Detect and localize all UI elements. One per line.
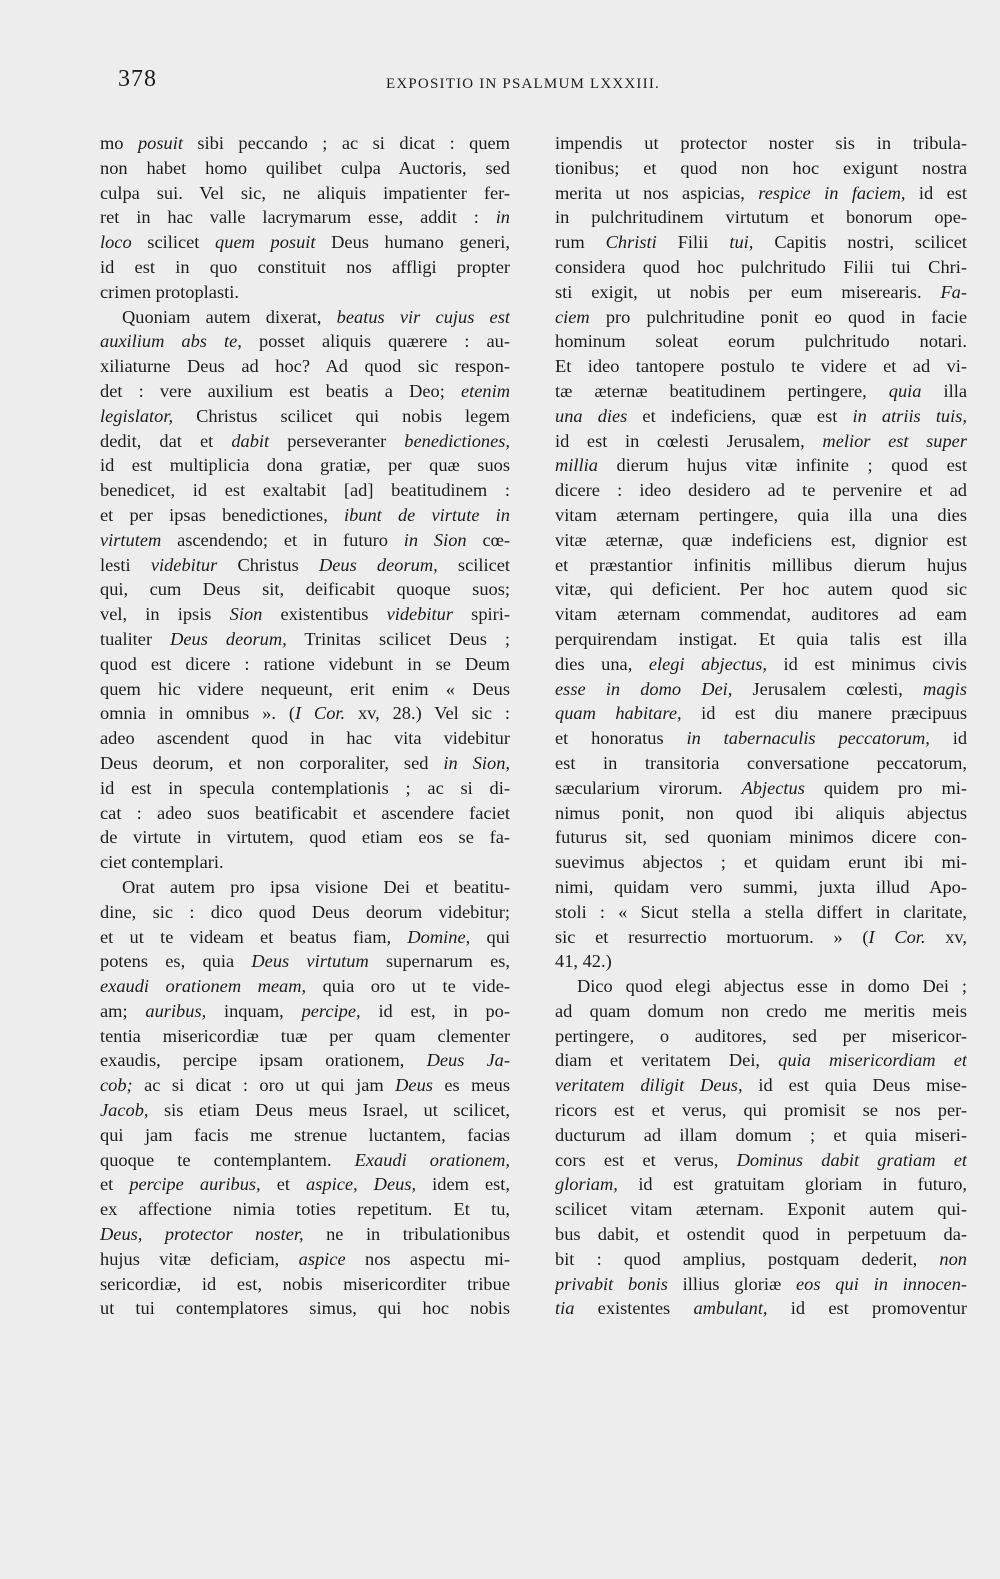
text-line: auxilium abs te, posset aliquis quærere : au- — [100, 331, 510, 352]
text-line: tualiter Deus deorum, Trinitas scilicet Deus ; — [100, 628, 510, 649]
text-line: et per ipsas benedictiones, ibunt de virtute in — [100, 504, 510, 525]
text-line: ex affectione nimia toties repetitum. Et tu, — [100, 1199, 510, 1220]
text-line: lesti videbitur Christus Deus deorum, scilicet — [100, 554, 510, 575]
text-line: culpa sui. Vel sic, ne aliquis impatienter fer- — [100, 182, 510, 203]
text-line: exaudi orationem meam, quia oro ut te vide- — [100, 976, 510, 997]
text-line: vel, in ipsis Sion existentibus videbitur spiri- — [100, 604, 510, 625]
text-line: nimus ponit, non quod ibi aliquis abjectus — [555, 802, 967, 823]
text-line: ciem pro pulchritudine ponit eo quod in facie — [555, 306, 967, 327]
text-line: et ut te videam et beatus fiam, Domine, qui — [100, 926, 510, 947]
text-line: id est in cœlesti Jerusalem, melior est super — [555, 430, 967, 451]
text-line: pertingere, o auditores, sed per misericor- — [555, 1025, 967, 1046]
text-line: id est in specula contemplationis ; ac si di- — [100, 777, 510, 798]
text-line: dedit, dat et dabit perseveranter benedictiones, — [100, 430, 510, 451]
text-line: una dies et indeficiens, quæ est in atriis tuis, — [555, 405, 967, 426]
text-line: sic et resurrectio mortuorum. » (I Cor. xv, — [555, 926, 967, 947]
text-line: stoli : « Sicut stella a stella differt in claritate, — [555, 901, 967, 922]
right-text-column — [555, 131, 967, 1321]
text-line: dine, sic : dico quod Deus deorum videbitur; — [100, 901, 510, 922]
text-line: cob; ac si dicat : oro ut qui jam Deus es meus — [100, 1075, 510, 1096]
text-line: Jacob, sis etiam Deus meus Israel, ut scilicet, — [100, 1100, 510, 1121]
text-line: veritatem diligit Deus, id est quia Deus mise- — [555, 1075, 967, 1096]
text-line: xiliaturne Deus ad hoc? Ad quod sic respon- — [100, 356, 510, 377]
page-number: 378 — [118, 66, 157, 92]
text-line: de virtute in virtutem, quod etiam eos se fa- — [100, 827, 510, 848]
text-line: bit : quod amplius, postquam dederit, non — [555, 1248, 967, 1269]
text-line: Et ideo tantopere postulo te videre et ad vi- — [555, 356, 967, 377]
text-line: tionibus; et quod non hoc exigunt nostra — [555, 157, 967, 178]
text-line: esse in domo Dei, Jerusalem cœlesti, magis — [555, 678, 967, 699]
text-line: cors est et verus, Dominus dabit gratiam et — [555, 1149, 967, 1170]
text-line: tæ æternæ beatitudinem pertingere, quia illa — [555, 380, 967, 401]
text-line: ut tui contemplatores simus, qui hoc nobis — [100, 1298, 510, 1319]
text-line: ciet contemplari. — [100, 852, 224, 873]
text-line: diam et veritatem Dei, quia misericordiam et — [555, 1050, 967, 1071]
text-line: ricors est et verus, qui promisit se nos per- — [555, 1100, 967, 1121]
text-line: privabit bonis illius gloriæ eos qui in innocen- — [555, 1273, 967, 1294]
text-line: qui jam facis me strenue luctantem, facias — [100, 1124, 510, 1145]
text-line: sti exigit, ut nobis per eum miserearis. Fa- — [555, 281, 967, 302]
text-line: vitæ, qui deficient. Per hoc autem quod sic — [555, 579, 967, 600]
text-line: Dico quod elegi abjectus esse in domo Dei ; — [577, 976, 967, 997]
text-line: loco scilicet quem posuit Deus humano generi, — [100, 232, 510, 253]
text-line: non habet homo quilibet culpa Auctoris, sed — [100, 157, 510, 178]
text-line: vitæ æternæ, quæ indeficiens est, dignior est — [555, 529, 967, 550]
text-line: gloriam, id est gratuitam gloriam in futuro, — [555, 1174, 967, 1195]
text-line: hominum soleat eorum pulchritudo notari. — [555, 331, 967, 352]
text-line: id est in quo constituit nos affligi propter — [100, 256, 510, 277]
text-line: am; auribus, inquam, percipe, id est, in po- — [100, 1000, 510, 1021]
text-line: millia dierum hujus vitæ infinite ; quod est — [555, 455, 967, 476]
text-line: ret in hac valle lacrymarum esse, addit : in — [100, 207, 510, 228]
text-line: est in transitoria conversatione peccatorum, — [555, 752, 967, 773]
text-line: considera quod hoc pulchritudo Filii tui Chri- — [555, 256, 967, 277]
text-line: perquirendam instigat. Et quia talis est illa — [555, 628, 967, 649]
text-line: et percipe auribus, et aspice, Deus, idem est, — [100, 1174, 510, 1195]
text-line: quod est dicere : ratione videbunt in se Deum — [100, 653, 510, 674]
text-line: sæcularium virorum. Abjectus quidem pro mi- — [555, 777, 967, 798]
text-line: suevimus abjectos ; et quidam erunt ibi mi- — [555, 852, 967, 873]
text-line: rum Christi Filii tui, Capitis nostri, scilicet — [555, 232, 967, 253]
text-line: scilicet vitam æternam. Exponit autem qui- — [555, 1199, 967, 1220]
text-line: qui, cum Deus sit, deificabit quoque suos; — [100, 579, 510, 600]
text-line: nimi, quidam vero summi, juxta illud Apo- — [555, 876, 967, 897]
text-line: 41, 42.) — [555, 951, 612, 972]
text-line: in pulchritudinem virtutum et bonorum ope- — [555, 207, 967, 228]
text-line: cat : adeo suos beatificabit et ascendere faciet — [100, 802, 510, 823]
text-line: merita ut nos aspicias, respice in faciem, id est — [555, 182, 967, 203]
text-line: hujus vitæ deficiam, aspice nos aspectu mi- — [100, 1248, 510, 1269]
text-line: tia existentes ambulant, id est promoventur — [555, 1298, 967, 1319]
text-line: vitam æternam commendat, auditores ad eam — [555, 604, 967, 625]
text-line: Deus deorum, et non corporaliter, sed in Sion, — [100, 752, 510, 773]
text-line: vitam æternam pertingere, quia illa una dies — [555, 504, 967, 525]
text-line: bus dabit, et ostendit quod in perpetuum da- — [555, 1224, 967, 1245]
text-line: ad quam domum non credo me meritis meis — [555, 1000, 967, 1021]
text-line: Orat autem pro ipsa visione Dei et beatitu- — [122, 876, 510, 897]
text-line: et honoratus in tabernaculis peccatorum, id — [555, 728, 967, 749]
text-line: Quoniam autem dixerat, beatus vir cujus est — [122, 306, 510, 327]
text-line: tentia misericordiæ tuæ per quam clementer — [100, 1025, 510, 1046]
text-line: adeo ascendent quod in hac vita videbitur — [100, 728, 510, 749]
text-line: det : vere auxilium est beatis a Deo; etenim — [100, 380, 510, 401]
text-line: id est multiplicia dona gratiæ, per quæ suos — [100, 455, 510, 476]
text-line: benedicet, id est exaltabit [ad] beatitudinem : — [100, 480, 510, 501]
text-line: potens es, quia Deus virtutum supernarum es, — [100, 951, 510, 972]
text-line: dicere : ideo desidero ad te pervenire et ad — [555, 480, 967, 501]
text-line: futurus sit, sed quoniam minimos dicere con- — [555, 827, 967, 848]
text-line: dies una, elegi abjectus, id est minimus civis — [555, 653, 967, 674]
text-line: Deus, protector noster, ne in tribulationibus — [100, 1224, 510, 1245]
text-line: quoque te contemplantem. Exaudi orationem, — [100, 1149, 510, 1170]
left-text-column — [100, 131, 510, 1321]
running-title: EXPOSITIO IN PSALMUM LXXXIII. — [386, 76, 660, 92]
text-line: quam habitare, id est diu manere præcipuus — [555, 703, 967, 724]
text-line: quem hic videre nequeunt, erit enim « Deus — [100, 678, 510, 699]
text-line: legislator, Christus scilicet qui nobis legem — [100, 405, 510, 426]
text-line: mo posuit sibi peccando ; ac si dicat : quem — [100, 133, 510, 153]
text-line: virtutem ascendendo; et in futuro in Sion cœ- — [100, 529, 510, 550]
text-line: crimen protoplasti. — [100, 281, 239, 302]
text-line: ducturum ad illam domum ; et quia miseri- — [555, 1124, 967, 1145]
text-line: exaudis, percipe ipsam orationem, Deus Ja- — [100, 1050, 510, 1071]
text-line: et præstantior infinitis millibus dierum hujus — [555, 554, 967, 575]
text-line: omnia in omnibus ». (I Cor. xv, 28.) Vel sic : — [100, 703, 510, 724]
text-line: impendis ut protector noster sis in tribula- — [555, 133, 967, 153]
text-line: sericordiæ, id est, nobis misericorditer tribue — [100, 1273, 510, 1294]
